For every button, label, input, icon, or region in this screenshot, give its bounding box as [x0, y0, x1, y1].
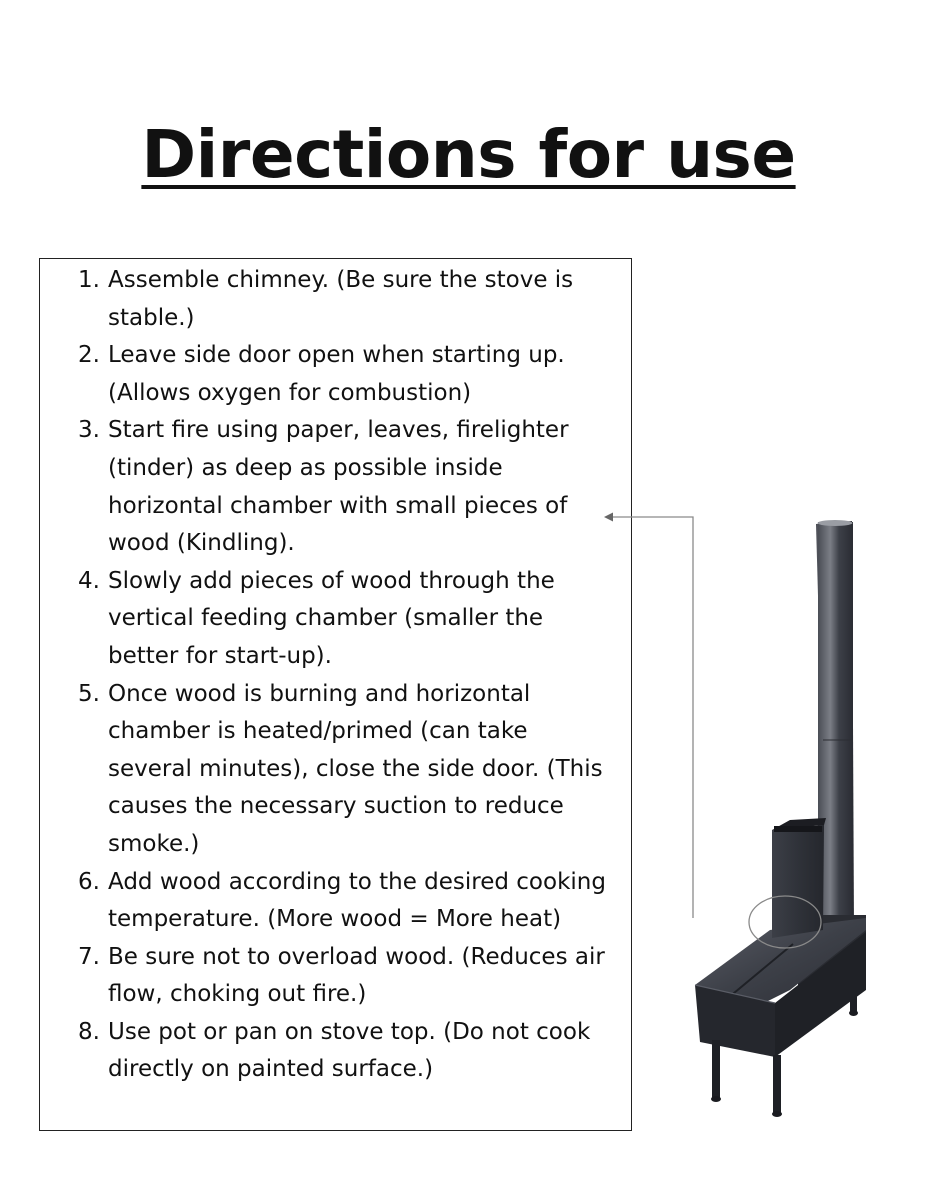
step-number: 4.: [78, 567, 100, 594]
step-number: 7.: [78, 943, 100, 970]
direction-step: [68, 1014, 613, 1089]
rocket-stove-photo-icon: [600, 500, 900, 1140]
direction-step: [68, 563, 613, 676]
page-title: [0, 116, 937, 194]
step-text: Use pot or pan on stove top. (Do not cook directly on painted surface.): [108, 1018, 591, 1083]
direction-step: [68, 939, 613, 1014]
step-number: 8.: [78, 1018, 100, 1045]
direction-step: [68, 412, 613, 562]
step-number: 2.: [78, 342, 100, 369]
page-title-text: Directions for use: [141, 116, 796, 194]
step-text: Leave side door open when starting up. (Allows oxygen for combustion): [108, 342, 565, 406]
step-text: Start fire using paper, leaves, firelighter (tinder) as deep as possible inside horizontal chamber with small pieces of wood (Kindling).: [108, 417, 569, 557]
direction-step: [68, 864, 613, 939]
step-number: 1.: [78, 267, 100, 293]
direction-step: [68, 262, 613, 337]
step-number: 6.: [78, 868, 100, 895]
step-text: Once wood is burning and horizontal chamber is heated/primed (can take several minutes), close the side door. (This causes the necessary suction to reduce smoke.): [108, 680, 603, 857]
direction-step: [68, 337, 613, 412]
step-number: 3.: [78, 417, 100, 444]
step-text: Assemble chimney. (Be sure the stove is stable.): [108, 267, 574, 331]
directions-list: [68, 262, 613, 1089]
step-text: Be sure not to overload wood. (Reduces air flow, choking out fire.): [108, 943, 605, 1008]
step-text: Slowly add pieces of wood through the vertical feeding chamber (smaller the better for start-up).: [108, 567, 555, 669]
step-number: 5.: [78, 680, 100, 707]
direction-step: [68, 676, 613, 864]
step-text: Add wood according to the desired cooking temperature. (More wood = More heat): [108, 868, 606, 933]
